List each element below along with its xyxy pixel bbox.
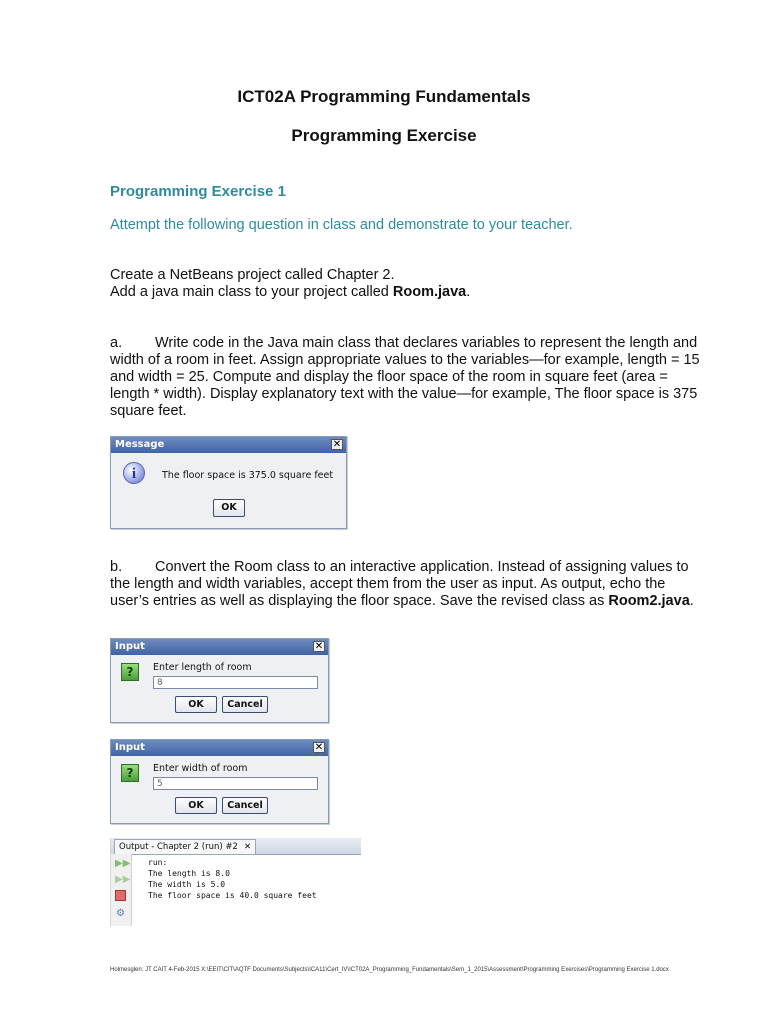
cancel-button[interactable]: Cancel	[222, 797, 268, 814]
input-dialog-title: Input	[115, 641, 145, 652]
stop-icon[interactable]	[115, 890, 126, 901]
item-b-paragraph	[110, 559, 700, 610]
output-tab-label: Output - Chapter 2 (run) #2	[119, 842, 238, 852]
length-input[interactable]: 8	[153, 676, 318, 689]
input-dialog-title: Input	[115, 742, 145, 753]
instruction-text: Attempt the following question in class and demonstrate to your teacher.	[110, 217, 573, 233]
output-tab[interactable]	[114, 839, 256, 854]
input-dialog-length	[110, 638, 329, 723]
settings-icon[interactable]: ⚙	[116, 908, 125, 919]
cancel-button[interactable]: Cancel	[222, 696, 268, 713]
document-footer: Holmesglen: JT CAIT 4-Feb-2015 X:\EEIT\CIT\AQTF Documents\Subjects\ICA11\Cert_IV\ICT02A_Programming_Fundamentals\Sem_1_2015\Assessment\Programming Exercises\Programming Exercise 1.docx	[110, 967, 669, 973]
output-panel	[110, 838, 361, 926]
intro-paragraph	[110, 267, 700, 301]
output-line: The floor space is 40.0 square feet	[148, 891, 317, 900]
item-b-suffix: .	[689, 593, 694, 609]
document-subtitle: Programming Exercise	[291, 126, 477, 145]
ok-button[interactable]: OK	[213, 499, 245, 517]
length-prompt: Enter length of room	[153, 662, 252, 673]
item-a-label: a.	[110, 335, 123, 351]
rerun-with-options-icon[interactable]: ▶▶	[115, 874, 131, 885]
message-text: The floor space is 375.0 square feet	[162, 470, 334, 481]
output-line: The width is 5.0	[148, 880, 226, 889]
document-title: ICT02A Programming Fundamentals	[237, 87, 531, 106]
output-line: run:	[148, 858, 168, 867]
question-icon: ?	[121, 663, 139, 681]
intro-line-2-suffix: .	[466, 284, 471, 300]
input-dialog-width	[110, 739, 329, 824]
item-a-text: Write code in the Java main class that declares variables to represent the length and width of a room in feet. Assign appropriate values to the variables—for example, length = 15 and width = 25. Compute and display the floor space of the room in square feet (area = length * width). Display explanatory text with the value—for example, The floor space is 375 square feet.	[110, 335, 700, 419]
close-icon[interactable]: ✕	[243, 842, 252, 852]
question-icon: ?	[121, 764, 139, 782]
message-dialog-title: Message	[115, 439, 165, 450]
item-b-label: b.	[110, 559, 123, 575]
input-dialog-titlebar	[111, 639, 328, 655]
room2-java-filename: Room2.java	[608, 593, 690, 609]
width-prompt: Enter width of room	[153, 763, 248, 774]
ok-button[interactable]: OK	[175, 797, 217, 814]
item-a-paragraph	[110, 335, 700, 420]
output-toolbar	[111, 854, 132, 926]
intro-line-1: Create a NetBeans project called Chapter 2.	[110, 267, 395, 283]
input-dialog-titlebar	[111, 740, 328, 756]
close-icon[interactable]: ✕	[314, 742, 324, 753]
close-icon[interactable]: ✕	[332, 439, 342, 450]
rerun-icon[interactable]: ▶▶	[115, 858, 131, 869]
intro-line-2-text: Add a java main class to your project called	[110, 284, 393, 300]
intro-line-2	[110, 284, 700, 301]
ok-button[interactable]: OK	[175, 696, 217, 713]
item-b-text: Convert the Room class to an interactive application. Instead of assigning values to the length and width variables, accept them from the user as input. As output, echo the user’s entries as well as displaying the floor space. Save the revised class as	[110, 559, 689, 609]
info-icon: i	[123, 462, 145, 484]
output-line: The length is 8.0	[148, 869, 230, 878]
room-java-filename: Room.java	[392, 284, 467, 300]
section-heading: Programming Exercise 1	[110, 183, 286, 200]
close-icon[interactable]: ✕	[314, 641, 324, 652]
output-tabbar	[111, 838, 361, 855]
message-dialog	[110, 436, 347, 529]
message-dialog-titlebar	[111, 437, 346, 453]
width-input[interactable]: 5	[153, 777, 318, 790]
